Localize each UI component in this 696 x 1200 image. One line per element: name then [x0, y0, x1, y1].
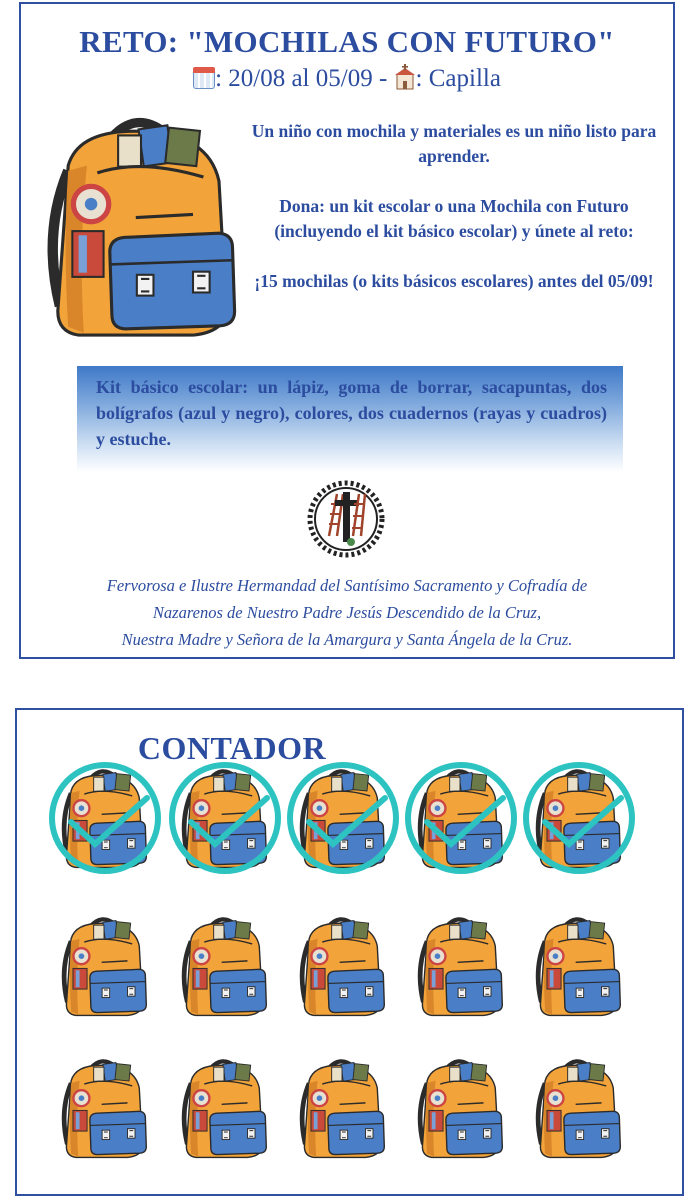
calendar-icon	[193, 67, 215, 89]
backpack-counter-empty	[517, 1048, 635, 1168]
backpack-counter-empty	[399, 906, 517, 1026]
backpack-icon	[57, 912, 151, 1022]
brotherhood-footer	[21, 572, 673, 653]
backpack-counter-filled	[517, 758, 635, 878]
checkmark-icon	[539, 792, 625, 852]
backpack-icon	[295, 912, 389, 1022]
backpack-counter-empty	[281, 906, 399, 1026]
intro-line-3: ¡15 mochilas (o kits básicos escolares) antes del 05/09!	[254, 271, 654, 291]
kit-box: Kit básico escolar: un lápiz, goma de borrar, sacapuntas, dos bolígrafos (azul y negro), colores, dos cuadernos (rayas y cuadros) y estuche.	[77, 366, 623, 472]
backpack-icon	[177, 912, 271, 1022]
backpack-counter-filled	[43, 758, 161, 878]
place-text: : Capilla	[415, 65, 501, 92]
backpack-counter-empty	[517, 906, 635, 1026]
backpack-icon	[57, 1054, 151, 1164]
backpack-counter-empty	[43, 1048, 161, 1168]
brotherhood-seal	[303, 476, 389, 562]
dates-line	[21, 64, 673, 93]
intro-text	[249, 119, 659, 319]
footer-line-2: Nazarenos de Nuestro Padre Jesús Descendido de la Cruz,	[152, 603, 542, 622]
flyer-title: RETO: "MOCHILAS CON FUTURO"	[79, 24, 615, 59]
counter-title: CONTADOR	[137, 730, 327, 766]
backpack-counter-empty	[163, 906, 281, 1026]
checkmark-icon	[185, 792, 271, 852]
checkmark-icon	[421, 792, 507, 852]
backpack-icon	[177, 1054, 271, 1164]
footer-line-3: Nuestra Madre y Señora de la Amargura y Santa Ángela de la Cruz.	[121, 630, 573, 649]
checkmark-icon	[65, 792, 151, 852]
backpack-icon	[531, 1054, 625, 1164]
backpack-icon	[531, 912, 625, 1022]
backpack-icon	[295, 1054, 389, 1164]
intro-line-1: Un niño con mochila y materiales es un niño listo para aprender.	[251, 121, 657, 166]
checkmark-icon	[303, 792, 389, 852]
dates-text: : 20/08 al 05/09 -	[215, 65, 394, 92]
backpack-counter-filled	[281, 758, 399, 878]
backpack-icon	[413, 912, 507, 1022]
backpack-counter-empty	[43, 906, 161, 1026]
challenge-flyer	[19, 2, 675, 659]
chapel-icon	[394, 64, 416, 90]
backpack-counter-empty	[399, 1048, 517, 1168]
backpack-grid	[17, 710, 682, 1194]
backpack-counter-filled	[399, 758, 517, 878]
counter-panel	[15, 708, 684, 1196]
backpack-counter-empty	[281, 1048, 399, 1168]
backpack-illustration	[37, 108, 245, 348]
intro-line-2: Dona: un kit escolar o una Mochila con Futuro (incluyendo el kit básico escolar) y únete al reto:	[274, 196, 634, 241]
backpack-counter-empty	[163, 1048, 281, 1168]
backpack-icon	[413, 1054, 507, 1164]
footer-line-1: Fervorosa e Ilustre Hermandad del Santísimo Sacramento y Cofradía de	[106, 576, 588, 595]
backpack-counter-filled	[163, 758, 281, 878]
